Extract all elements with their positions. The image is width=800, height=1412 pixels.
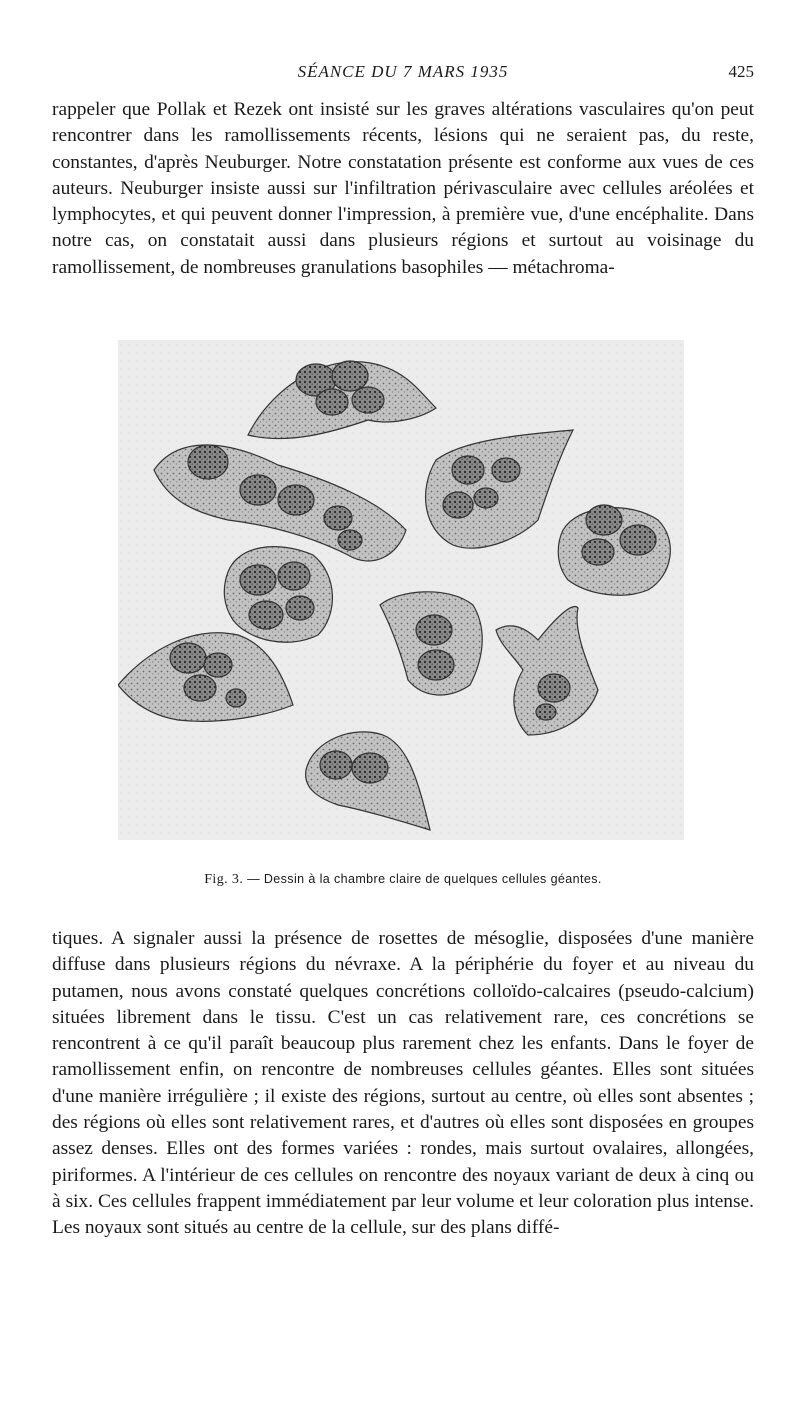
nucleus (316, 389, 348, 415)
nucleus (352, 753, 388, 783)
nucleus (452, 456, 484, 484)
page-number: 425 (728, 62, 754, 81)
nucleus (249, 601, 283, 629)
nucleus (320, 751, 352, 779)
nucleus (170, 643, 206, 673)
nucleus (240, 475, 276, 505)
nucleus (338, 530, 362, 550)
caption-text: — Dessin à la chambre claire de quelques cellules géantes. (243, 872, 602, 886)
figure-giant-cells (118, 340, 684, 840)
nucleus (204, 653, 232, 677)
running-head (52, 62, 754, 88)
nucleus (332, 361, 368, 391)
nucleus (492, 458, 520, 482)
nucleus (416, 615, 452, 645)
nucleus (586, 505, 622, 535)
nucleus (538, 674, 570, 702)
nucleus (240, 565, 276, 595)
nucleus (226, 689, 246, 707)
nucleus (278, 485, 314, 515)
nucleus (352, 387, 384, 413)
caption-label: Fig. 3. (204, 872, 244, 887)
paragraph-top: rappeler que Pollak et Rezek ont insisté sur les graves altérations vasculaires qu'on peut rencontrer dans les ramollissements récents, lésions qui ne seraient pas, du reste, constantes, d'après Neuburger. Notre constatation présente est conforme aux vues de ces auteurs. Neuburger insiste aussi sur l'infiltration périvasculaire avec cellules aréolées et lymphocytes, et qui peuvent donner l'impression, à première vue, d'une encéphalite. Dans notre cas, on constatait aussi dans plusieurs régions et surtout au voisinage du ramollissement, de nombreuses granulations basophiles — métachroma- (52, 99, 754, 278)
nucleus (278, 562, 310, 590)
giant-cells-drawing (118, 340, 684, 840)
nucleus (188, 445, 228, 479)
nucleus (324, 506, 352, 530)
giant-cell-5 (224, 547, 332, 643)
nucleus (620, 525, 656, 555)
nucleus (184, 675, 216, 701)
nucleus (474, 488, 498, 508)
nucleus (418, 650, 454, 680)
paragraph-bottom: tiques. A signaler aussi la présence de rosettes de mésoglie, disposées d'une manière diffuse dans plusieurs régions du névraxe. A la périphérie du foyer et au niveau du putamen, nous avons constaté quelques concrétions colloïdo-calcaires (pseudo-calcium) situées librement dans le tissu. C'est un cas relativement rare, ces concrétions se rencontrent à ce qu'il paraît beaucoup plus rarement chez les enfants. Dans le foyer de ramollissement enfin, on rencontre de nombreuses cellules géantes. Elles sont situées d'une manière irrégulière ; il existe des régions, surtout au centre, où elles sont absentes ; des régions où elles sont relativement rares, et d'autres où elles sont disposées en groupes assez denses. Elles ont des formes variées : rondes, mais surtout ovalaires, allongées, piriformes. A l'intérieur de ces cellules on rencontre des noyaux variant de deux à cinq ou à six. Ces cellules frappent immédiatement par leur volume et leur coloration plus intense. Les noyaux sont situés au centre de la cellule, sur des plans diffé- (52, 928, 754, 1239)
nucleus (443, 492, 473, 518)
nucleus (536, 704, 556, 720)
figure-caption (52, 872, 754, 888)
nucleus (286, 596, 314, 620)
nucleus (582, 539, 614, 565)
running-title: SÉANCE DU 7 MARS 1935 (297, 62, 509, 81)
